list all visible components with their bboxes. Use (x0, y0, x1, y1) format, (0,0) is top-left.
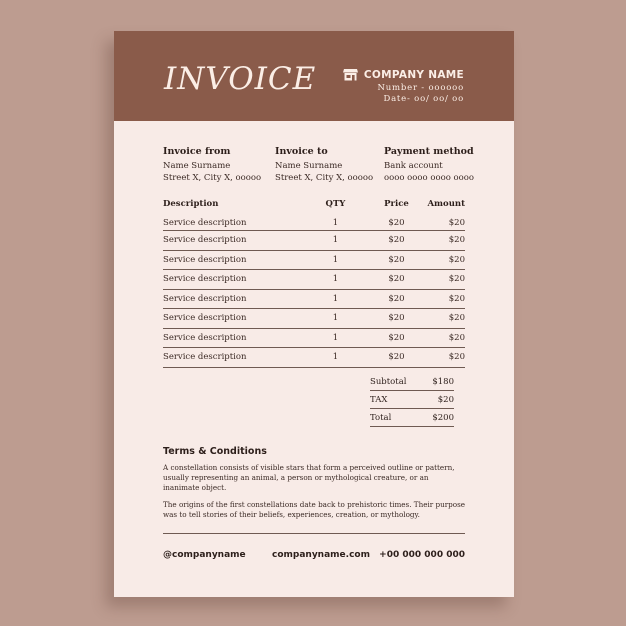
invoice-from-address: Street X, City X, ooooo (163, 173, 262, 183)
row-qty: 1 (305, 328, 365, 348)
row-qty: 1 (305, 216, 365, 231)
payment-bank: Bank account (384, 160, 443, 171)
payment-method-block (384, 146, 474, 185)
payment-account: oooo oooo oooo oooo (384, 173, 474, 183)
row-amount: $20 (427, 289, 465, 309)
row-amount: $20 (427, 328, 465, 348)
row-price: $20 (365, 216, 427, 231)
terms-section (163, 446, 467, 527)
footer-social[interactable]: @companyname (163, 550, 246, 560)
row-price: $20 (365, 289, 427, 309)
row-amount: $20 (427, 309, 465, 329)
footer-website[interactable]: companyname.com (272, 550, 370, 560)
row-qty: 1 (305, 270, 365, 290)
tax-label: TAX (370, 391, 423, 409)
subtotal-value: $180 (423, 373, 454, 391)
storefront-icon (343, 69, 364, 81)
table-row (163, 348, 465, 368)
invoice-number: Number - oooooo (377, 83, 464, 93)
row-price: $20 (365, 348, 427, 368)
table-row (163, 289, 465, 309)
company-name-line (343, 68, 464, 81)
invoice-from-name: Name Surname (163, 160, 231, 171)
payment-method-heading: Payment method (384, 146, 474, 157)
company-name: COMPANY NAME (363, 69, 464, 81)
row-amount: $20 (427, 216, 465, 231)
terms-paragraph-2: The origins of the first constellations date back to prehistoric times. Their purpose was to tell stories of their beliefs, experiences, creation, or mythology. (163, 500, 466, 519)
footer-phone[interactable]: +00 000 000 000 (379, 550, 465, 560)
tax-value: $20 (423, 391, 454, 409)
row-price: $20 (365, 328, 427, 348)
row-amount: $20 (427, 270, 465, 290)
tax-row (370, 391, 454, 409)
row-amount: $20 (427, 348, 465, 368)
row-description: Service description (163, 289, 305, 309)
header-description: Description (163, 198, 219, 209)
terms-paragraph-1: A constellation consists of visible stars that form a perceived outline or pattern, usually representing an animal, a person or mythological creature, or an inanimate object. (163, 463, 455, 492)
row-description: Service description (163, 250, 305, 270)
invoice-header (114, 31, 514, 121)
invoice-from-block (163, 146, 261, 185)
row-qty: 1 (305, 250, 365, 270)
invoice-page (114, 31, 514, 597)
terms-heading: Terms & Conditions (163, 446, 267, 457)
row-qty: 1 (305, 231, 365, 251)
invoice-to-heading: Invoice to (275, 146, 328, 157)
items-table (163, 197, 465, 368)
table-row (163, 250, 465, 270)
invoice-to-address: Street X, City X, ooooo (275, 173, 374, 183)
subtotal-row (370, 373, 454, 391)
totals-table (370, 373, 454, 427)
header-amount: Amount (427, 198, 465, 209)
table-row (163, 270, 465, 290)
row-amount: $20 (427, 231, 465, 251)
company-block (343, 68, 464, 105)
row-description: Service description (163, 216, 305, 231)
row-price: $20 (365, 231, 427, 251)
total-value: $200 (423, 409, 454, 427)
row-amount: $20 (427, 250, 465, 270)
row-qty: 1 (305, 309, 365, 329)
subtotal-label: Subtotal (370, 373, 423, 391)
row-price: $20 (365, 270, 427, 290)
row-description: Service description (163, 270, 305, 290)
footer-divider (163, 533, 465, 534)
items-header-row (163, 197, 465, 216)
row-description: Service description (163, 348, 305, 368)
invoice-from-heading: Invoice from (163, 146, 231, 157)
invoice-title: INVOICE (164, 61, 317, 97)
total-label: Total (370, 409, 423, 427)
row-description: Service description (163, 328, 305, 348)
table-row (163, 216, 465, 231)
table-row (163, 328, 465, 348)
row-qty: 1 (305, 289, 365, 309)
header-price: Price (384, 198, 409, 209)
header-qty: QTY (325, 198, 346, 209)
row-description: Service description (163, 309, 305, 329)
invoice-to-block (275, 146, 373, 185)
invoice-to-name: Name Surname (275, 160, 343, 171)
invoice-date: Date- oo/ oo/ oo (383, 94, 464, 104)
table-row (163, 231, 465, 251)
row-description: Service description (163, 231, 305, 251)
row-price: $20 (365, 250, 427, 270)
table-row (163, 309, 465, 329)
row-qty: 1 (305, 348, 365, 368)
total-row (370, 409, 454, 427)
row-price: $20 (365, 309, 427, 329)
